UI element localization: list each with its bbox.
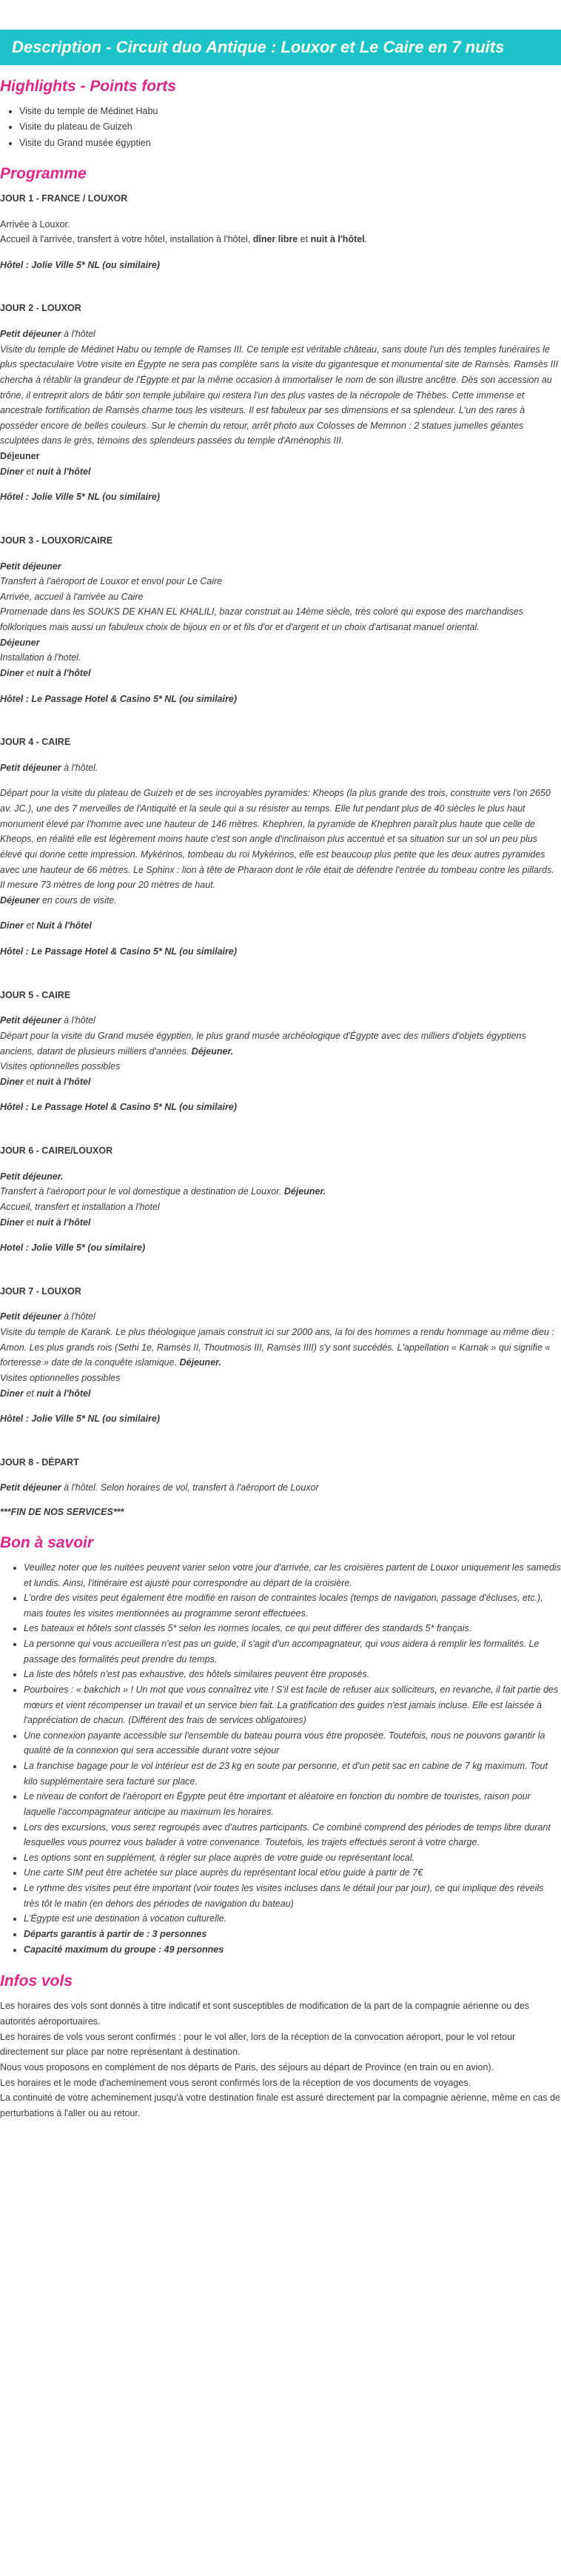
day-title: JOUR 3 - LOUXOR/CAIRE [0, 535, 113, 546]
day-title: JOUR 2 - LOUXOR [0, 303, 81, 314]
list-item: • Capacité maximum du groupe : 49 personnes [24, 1942, 561, 1958]
infos-vols-text [0, 1998, 561, 2121]
list-item: • Visite du temple de Médinet Habu [19, 104, 561, 119]
day-text: Petit déjeuner à l'hôtel [0, 329, 95, 339]
list-item: • Une carte SIM peut être achetée sur place auprès du représentant local et/ou guide à partir de 7€ [24, 1865, 561, 1881]
meal-text: Diner et Nuit à l'hôtel [0, 920, 92, 931]
day-text: Visite du temple de Karank. Le plus théologique jamais construit ici sur 2000 ans, la foi des hommes a rendu hommage au même dieu : Amon. Les plus grands rois (Sethi 1e, Ramsès II, Thoutmosis III, Ramsès IIII) s'y sont succédés. L'appellation « Karnak » qui signifie « forteresse » date de la conquête islamique. Déjeuner. [0, 1327, 554, 1368]
day-text: Installation à l'hotel. [0, 652, 81, 663]
list-item: • Les options sont en supplément, à régler sur place auprès de votre guide ou représentant local. [24, 1850, 561, 1866]
day-2 [0, 301, 561, 505]
meal-text: Diner et nuit à l'hôtel [0, 667, 91, 678]
list-item: • Le niveau de confort de l'aéroport en Égypte peut être important et aléatoire en fonction du nombre de touristes, raison pour laquelle l'accompagnateur anticipe au maximum les horaires. [24, 1789, 561, 1819]
day-title: JOUR 7 - LOUXOR [0, 1285, 81, 1297]
day-text: Visites optionnelles possibles [0, 1372, 121, 1383]
list-item: • L'ordre des visites peut également être modifié en raison de contraintes locales (temps de navigation, passage d'écluses, etc.), mais toutes les visites mentionnées au programme seront effectuées. [24, 1590, 561, 1621]
day-text: Transfert à l'aéroport de Louxor et envol pour Le Caire [0, 576, 223, 587]
day-text: Petit déjeuner à l'hôtel [0, 1015, 95, 1026]
day-text: Petit déjeuner [0, 561, 61, 572]
end-of-services: ***FIN DE NOS SERVICES*** [0, 1507, 124, 1517]
day-text: Départ pour la visite du Grand musée égyptien, le plus grand musée archéologique d'Égypte avec des milliers d'objets égyptiens anciens, datant de plusieurs milliers d'années. Déjeuner. [0, 1030, 526, 1057]
day-title: JOUR 8 - DÉPART [0, 1456, 79, 1468]
hotel-info: Hôtel : Le Passage Hotel & Casino 5* NL (ou similaire) [0, 946, 237, 957]
flight-info-line: Les horaires et le mode d'acheminement vous seront confirmés lors de la réception de vos documents de voyages. [0, 2077, 471, 2088]
day-8 [0, 1455, 561, 1520]
hotel-info: Hôtel : Jolie Ville 5* NL (ou similaire) [0, 492, 161, 503]
day-title: JOUR 1 - FRANCE / LOUXOR [0, 193, 128, 204]
page-banner: Description - Circuit duo Antique : Louxor et Le Caire en 7 nuits [0, 30, 561, 65]
highlights-list [0, 104, 561, 151]
day-title: JOUR 6 - CAIRE/LOUXOR [0, 1145, 113, 1156]
day-text: Visite du temple de Médinet Habu ou temple de Ramses III. Ce temple est véritable château, sans doute l'un des temples funéraires le plus spectaculaire Votre visite en Égypte ne sera pas complète sans la visite du gigantesque et monumental site de Ramsès. Ramsès III chercha à rétablir la grandeur de l'Égypte et par la même occasion à immortaliser le nom de son illustre ancêtre. Dès son accession au trône, il entreprit alors de bâtir son temple jubilaire qui restera l'un des plus vastes de la nécropole de Thèbes. Cette immense et ancestrale fortification de Ramsès charme tous les visiteurs. Il est fabuleux par ses dimensions et sa splendeur. L'un des rares à posséder encore de belles couleurs. Sur le chemin du retour, arrêt photo aux Colosses de Memnon : 2 statues jumelles géantes sculptées dans le grès, témoins des splendeurs passées du temple d'Aménophis III. [0, 344, 559, 446]
meal-text: Diner et nuit à l'hôtel [0, 1388, 91, 1399]
meal-text: Déjeuner [0, 637, 40, 648]
flight-info-line: Les horaires de vols vous seront confirmés : pour le vol aller, lors de la réception de la convocation aéroport, pour le vol retour directement sur place par notre représentant à destination. [0, 2031, 516, 2058]
day-4 [0, 735, 561, 960]
list-item: • Les bateaux et hôtels sont classés 5* selon les normes locales, ce qui peut différer des standards 5* français. [24, 1621, 561, 1636]
hotel-info: Hôtel : Le Passage Hotel & Casino 5* NL (ou similaire) [0, 1102, 237, 1113]
day-1 [0, 191, 561, 273]
day-text: Arrivée à Louxor. [0, 218, 70, 230]
bon-a-savoir-list [0, 1560, 561, 1957]
hotel-info: Hôtel : Jolie Ville 5* NL (ou similaire) [0, 259, 161, 270]
day-text: Visites optionnelles possibles [0, 1061, 121, 1072]
day-6 [0, 1143, 561, 1256]
day-text: Accueil, transfert et installation a l'hotel [0, 1201, 160, 1212]
meal-text: Diner et nuit à l'hôtel [0, 1217, 91, 1228]
programme-title: Programme [0, 164, 87, 182]
day-5 [0, 988, 561, 1115]
list-item: • L'Égypte est une destination à vocation culturelle. [24, 1911, 561, 1927]
day-text: Petit déjeuner. [0, 1171, 64, 1182]
list-item: • Lors des excursions, vous serez regroupés avec d'autres participants. Ce combiné comprend des périodes de temps libre durant lesquelles vous pourrez vous balader à votre convenance. Toutefois, les trajets effectués seront à votre charge. [24, 1820, 561, 1850]
day-text: Petit déjeuner à l'hôtel. [0, 762, 98, 773]
list-item: • La franchise bagage pour le vol intérieur est de 23 kg en soute par personne, et d'un petit sac en cabine de 7 kg maximum. Tout kilo supplémentaire sera facturé sur place. [24, 1759, 561, 1789]
list-item: • Départs garantis à partir de : 3 personnes [24, 1927, 561, 1942]
list-item: • La liste des hôtels n'est pas exhaustive, des hôtels similaires peuvent être proposés. [24, 1667, 561, 1682]
hotel-info: Hotel : Jolie Ville 5* (ou similaire) [0, 1242, 146, 1254]
hotel-info: Hôtel : Jolie Ville 5* NL (ou similaire) [0, 1414, 161, 1425]
list-item: • Visite du plateau de Guizeh [19, 119, 561, 135]
flight-info-line: La continuité de votre acheminement jusqu'à votre destination finale est assuré directement par la compagnie aérienne, même en cas de perturbations à l'aller ou au retour. [0, 2092, 560, 2118]
day-text: Accueil à l'arrivée, transfert à votre hôtel, installation à l'hôtel, dîner libre et nuit à l'hôtel. [0, 234, 368, 245]
day-text: Petit déjeuner à l'hôtel [0, 1311, 95, 1322]
list-item: • Une connexion payante accessible sur l'ensemble du bateau pourra vous être proposée. Toutefois, nous ne pouvons garantir la qualité de la connexion qui sera accessible durant votre séjour [24, 1728, 561, 1759]
day-text: Arrivée, accueil à l'arrivée au Caire [0, 591, 144, 602]
day-7 [0, 1284, 561, 1427]
day-text: Transfert à l'aéroport pour le vol domestique a destination de Louxor. Déjeuner. [0, 1186, 326, 1197]
meal-text: Déjeuner [0, 451, 40, 461]
content [0, 77, 561, 2121]
day-text: Promenade dans les SOUKS DE KHAN EL KHALILI, bazar construit au 14ème siècle, très coloré qui expose des marchandises folkloriques mais aussi un fabuleux choix de bijoux en or et fils d'or et d'argent et un choix d'artisanat manuel oriental. [0, 606, 524, 632]
day-3 [0, 533, 561, 706]
list-item: • Veuillez noter que les nuitées peuvent varier selon votre jour d'arrivée, car les croisières partent de Louxor uniquement les samedis et lundis. Ainsi, l'itinéraire est ajusté pour correspondre au départ de la croisière. [24, 1560, 561, 1590]
meal-text: Déjeuner en cours de visite. [0, 894, 117, 906]
day-title: JOUR 5 - CAIRE [0, 989, 71, 1000]
bon-a-savoir-title: Bon à savoir [0, 1533, 94, 1551]
meal-text: Diner et nuit à l'hôtel [0, 466, 91, 477]
day-text: Petit déjeuner à l'hôtel. Selon horaires de vol, transfert à l'aéroport de Louxor [0, 1482, 319, 1493]
infos-vols-title: Infos vols [0, 1973, 73, 1990]
list-item: • Visite du Grand musée égyptien [19, 136, 561, 151]
day-text: Départ pour la visite du plateau de Guizeh et de ses incroyables pyramides: Kheops (la plus grande des trois, construite vers l'on 2650 av. JC.), une des 7 merveilles de l'Antiquité et la seule qui a su résister au temps. Elle fut pendant plus de 40 siècles le plus haut monument élevé par l'homme avec une hauteur de 146 mètres. Khephren, la pyramide de Khephren paraît plus haute que celle de Kheops, en réalité elle est légèrement moins haute c'est son angle d'inclinaison plus accentué et sa situation sur un sol un peu plus élevé qui donne cette impression. Mykérinos, tombeau du roi Mykérinos, elle est beaucoup plus petite que les deux autres pyramides avec une hauteur de 66 mètres. Le Sphinx : lion à tête de Pharaon dont le rôle était de défendre l'entrée du tombeau contre les pillards. Il mesure 73 mètres de long pour 20 mètres de haut. [0, 788, 554, 891]
day-title: JOUR 4 - CAIRE [0, 737, 71, 748]
list-item: • Pourboires : « bakchich » ! Un mot que vous connaîtrez vite ! S'il est facile de refuser aux solliciteurs, en revanche, il fait partie des mœurs et vient récompenser un travail et un service bien fait. La gratification des guides n'est jamais incluse. Elle est laissée à l'appréciation de chacun. (Différent des frais de services obligatoires) [24, 1682, 561, 1728]
highlights-title: Highlights - Points forts [0, 77, 176, 95]
meal-text: Diner et nuit à l'hôtel [0, 1076, 91, 1087]
list-item: • Le rythme des visites peut être important (voir toutes les visites incluses dans le détail jour par jour), ce qui implique des réveils très tôt le matin (en dehors des périodes de navigation du bateau) [24, 1881, 561, 1911]
hotel-info: Hôtel : Le Passage Hotel & Casino 5* NL (ou similaire) [0, 693, 237, 704]
flight-info-line: Nous vous proposons en complément de nos départs de Paris, des séjours au départ de Province (en train ou en avion). [0, 2061, 494, 2072]
list-item: • La personne qui vous accueillera n'est pas un guide, il s'agit d'un accompagnateur, qui vous aidera à remplir les formalités. Le passage des formalités peut prendre du temps. [24, 1636, 561, 1667]
flight-info-line: Les horaires des vols sont donnés à titre indicatif et sont susceptibles de modification de la part de la compagnie aérienne ou des autorités aéroportuaires. [0, 2001, 530, 2027]
